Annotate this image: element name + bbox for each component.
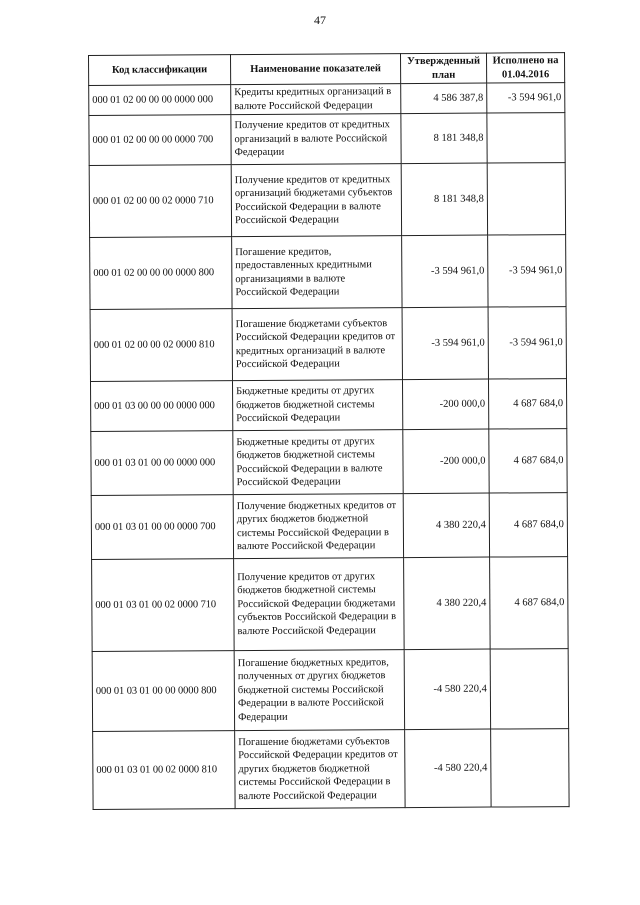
approved-plan-value: 8 181 348,8 (401, 113, 487, 164)
executed-value: -3 594 961,0 (487, 83, 565, 113)
approved-plan-value: 4 380 220,4 (404, 557, 491, 650)
table-row (89, 163, 565, 238)
executed-value (491, 729, 569, 807)
approved-plan-value: 8 181 348,8 (401, 163, 487, 236)
executed-value: -3 594 961,0 (488, 307, 566, 379)
executed-value: 4 687 684,0 (489, 429, 567, 493)
classification-code: 000 01 02 00 00 00 0000 800 (90, 237, 232, 310)
table-row (92, 649, 568, 732)
indicator-name: Получение кредитов от кредитных организаций бюджетами субъектов Российской Федерации в валюте Российской Федерации (231, 164, 401, 237)
classification-code: 000 01 02 00 00 02 0000 810 (90, 309, 232, 382)
table-row (90, 307, 566, 382)
classification-code: 000 01 02 00 00 00 0000 000 (89, 85, 231, 116)
table-header-row (89, 53, 565, 86)
approved-plan-value: -200 000,0 (403, 429, 489, 494)
classification-code: 000 01 03 01 00 00 0000 700 (91, 495, 233, 560)
header-code: Код классификации (89, 55, 231, 86)
classification-code: 000 01 02 00 00 00 0000 700 (89, 115, 231, 166)
executed-value (490, 649, 568, 729)
table-row (90, 379, 566, 432)
classification-code: 000 01 03 01 00 00 0000 800 (92, 651, 234, 732)
classification-code: 000 01 03 01 00 02 0000 810 (93, 731, 235, 810)
budget-sources-table (88, 52, 570, 810)
table-row (91, 493, 567, 560)
table-row (89, 113, 565, 166)
indicator-name: Погашение кредитов, предоставленных кредитными организациями в валюте Российской Федерации (232, 236, 402, 309)
approved-plan-value: -3 594 961,0 (402, 307, 488, 380)
approved-plan-value: -3 594 961,0 (402, 235, 488, 308)
executed-value (487, 163, 565, 235)
table-row (91, 429, 567, 496)
indicator-name: Погашение бюджетных кредитов, полученных от других бюджетов бюджетной системы Российской Федерации в валюте Российской Федерации (234, 650, 404, 731)
approved-plan-value: 4 380 220,4 (403, 493, 489, 558)
executed-value: 4 687 684,0 (489, 493, 567, 557)
indicator-name: Получение кредитов от других бюджетов бюджетной системы Российской Федерации бюджетами субъектов Российской Федерации в валюте Российской Федерации (234, 558, 405, 651)
table-row (90, 235, 566, 310)
header-name: Наименование показателей (231, 54, 401, 85)
indicator-name: Погашение бюджетами субъектов Российской Федерации кредитов от других бюджетов бюджетной системы Российской Федерации в валюте Российской Федерации (235, 730, 405, 809)
indicator-name: Получение кредитов от кредитных организаций в валюте Российской Федерации (231, 114, 401, 165)
indicator-name: Кредиты кредитных организаций в валюте Российской Федерации (231, 84, 401, 115)
table-row (89, 83, 565, 116)
approved-plan-value: -4 580 220,4 (404, 649, 490, 730)
header-plan: Утвержденный план (400, 53, 486, 84)
indicator-name: Бюджетные кредиты от других бюджетов бюджетной системы Российской Федерации (232, 380, 402, 431)
indicator-name: Погашение бюджетами субъектов Российской Федерации кредитов от кредитных организаций в валюте Российской Федерации (232, 308, 402, 381)
executed-value: -3 594 961,0 (488, 235, 566, 307)
approved-plan-value: -4 580 220,4 (405, 729, 491, 808)
indicator-name: Получение бюджетных кредитов от других бюджетов бюджетной системы Российской Федерации в валюте Российской Федерации (233, 494, 403, 559)
header-executed: Исполнено на 01.04.2016 (486, 53, 564, 83)
table-row (92, 557, 569, 652)
page-number: 47 (314, 13, 326, 27)
classification-code: 000 01 03 00 00 00 0000 000 (90, 381, 232, 432)
approved-plan-value: 4 586 387,8 (401, 83, 487, 114)
indicator-name: Бюджетные кредиты от других бюджетов бюджетной системы Российской Федерации в валюте Российской Федерации (233, 430, 403, 495)
classification-code: 000 01 02 00 00 02 0000 710 (89, 165, 231, 238)
classification-code: 000 01 03 01 00 02 0000 710 (92, 559, 235, 652)
executed-value (487, 113, 565, 163)
classification-code: 000 01 03 01 00 00 0000 000 (91, 431, 233, 496)
executed-value: 4 687 684,0 (488, 379, 566, 429)
approved-plan-value: -200 000,0 (402, 379, 488, 430)
executed-value: 4 687 684,0 (490, 557, 569, 649)
table-row (93, 729, 569, 810)
